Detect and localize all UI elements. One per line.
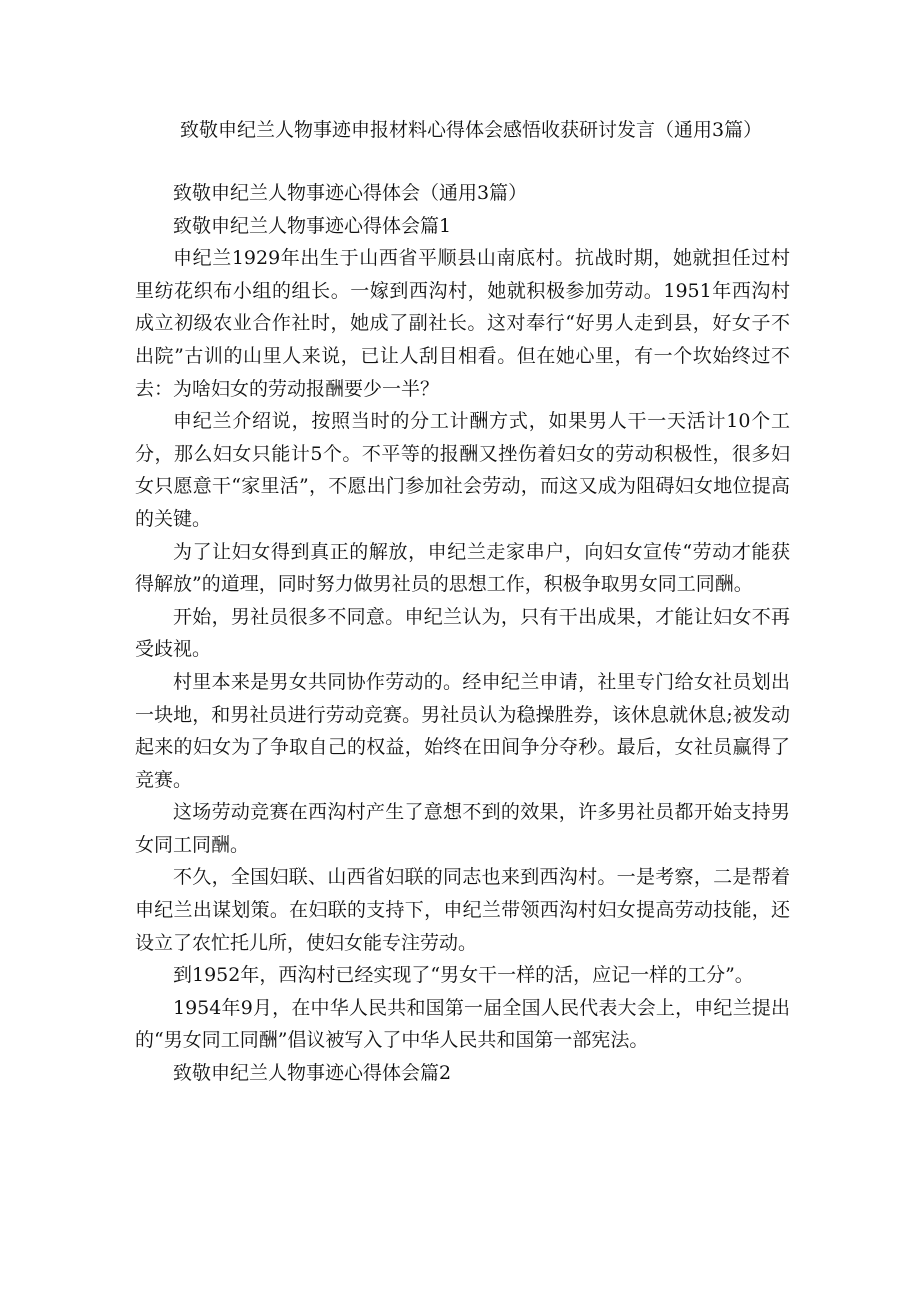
section-heading-1: 致敬申纪兰人物事迹心得体会篇1: [173, 214, 452, 237]
paragraph: 到1952年，西沟村已经实现了“男女干一样的活，应记一样的工分”。: [173, 964, 754, 987]
paragraph: 申纪兰1929年出生于山西省平顺县山南底村。抗战时期，她就担任过村里纺花织布小组的组长。一嫁到西沟村，她就积极参加劳动。1951年西沟村成立初级农业合作社时，她成了副社长。这对奉行“好男人走到县，好女子不出院”古训的山里人来说，已让人刮目相看。但在她心里，有一个坎始终过不去：为啥妇女的劳动报酬要少一半？: [135, 247, 790, 400]
paragraph: 为了让妇女得到真正的解放，申纪兰走家串户，向妇女宣传“劳动才能获得解放”的道理，同时努力做男社员的思想工作，积极争取男女同工同酬。: [135, 540, 790, 596]
paragraph: 申纪兰介绍说，按照当时的分工计酬方式，如果男人干一天活计10个工分，那么妇女只能计5个。不平等的报酬又挫伤着妇女的劳动积极性，很多妇女只愿意干“家里活”，不愿出门参加社会劳动，而这又成为阻碍妇女地位提高的关键。: [135, 410, 790, 530]
paragraph: 1954年9月，在中华人民共和国第一届全国人民代表大会上，申纪兰提出的“男女同工同酬”倡议被写入了中华人民共和国第一部宪法。: [135, 996, 790, 1052]
section-heading-2: 致敬申纪兰人物事迹心得体会篇2: [173, 1062, 452, 1085]
document-body: [135, 177, 790, 1090]
paragraph: 这场劳动竞赛在西沟村产生了意想不到的效果，许多男社员都开始支持男女同工同酬。: [135, 801, 790, 856]
paragraph: 不久，全国妇联、山西省妇联的同志也来到西沟村。一是考察，二是帮着申纪兰出谋划策。在妇联的支持下，申纪兰带领西沟村妇女提高劳动技能，还设立了农忙托儿所，使妇女能专注劳动。: [135, 866, 790, 954]
paragraph: 开始，男社员很多不同意。申纪兰认为，只有干出成果，才能让妇女不再受歧视。: [135, 605, 790, 661]
document-subtitle: 致敬申纪兰人物事迹心得体会（通用3篇）: [173, 182, 528, 204]
paragraph: 村里本来是男女共同协作劳动的。经申纪兰申请，社里专门给女社员划出一块地，和男社员进行劳动竞赛。男社员认为稳操胜券，该休息就休息;被发动起来的妇女为了争取自己的权益，始终在田间争分夺秒。最后，女社员赢得了竞赛。: [135, 670, 790, 791]
document-title: 致敬申纪兰人物事迹申报材料心得体会感悟收获研讨发言（通用3篇）: [180, 119, 763, 141]
